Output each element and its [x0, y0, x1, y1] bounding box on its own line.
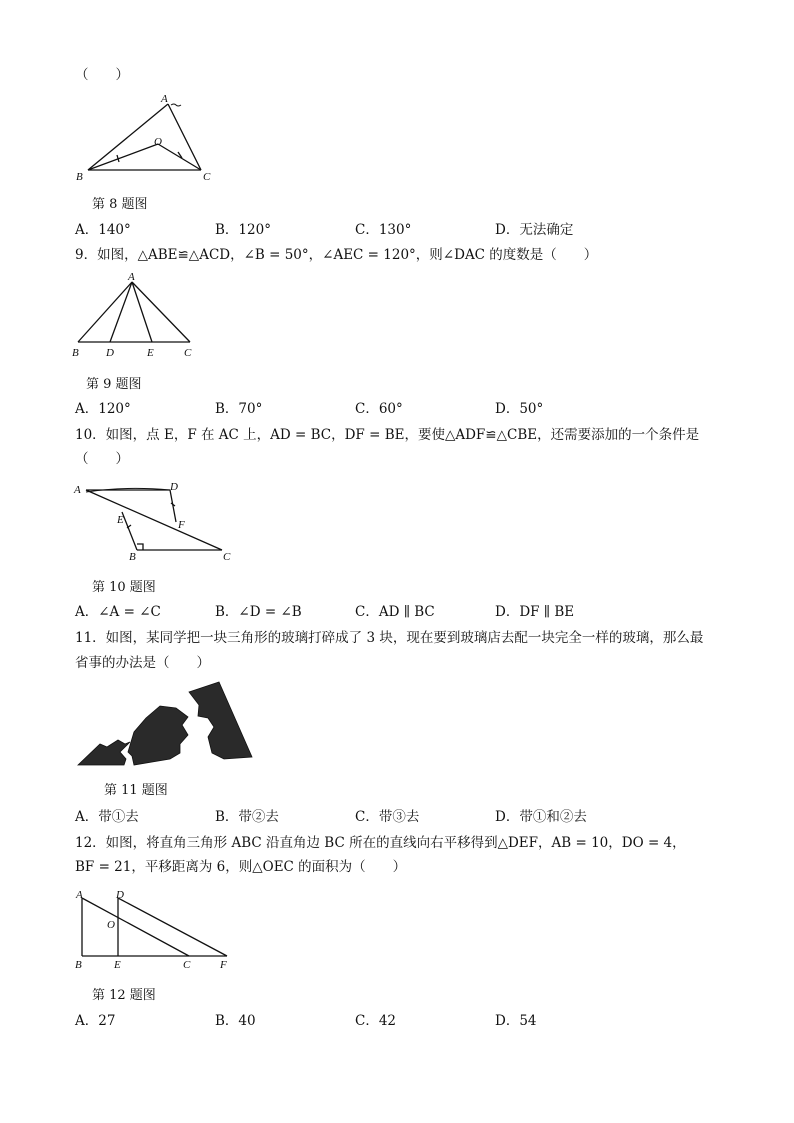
q10-label-c: C: [223, 551, 231, 563]
q9-label-a: A: [128, 271, 135, 283]
q11-text: 11．如图，某同学把一块三角形的玻璃打碎成了 3 块，现在要到玻璃店去配一块完全一样的玻璃，那么最: [75, 630, 704, 646]
q9-option-a[interactable]: A．120°: [75, 401, 131, 417]
q11-option-a[interactable]: A．带①去: [75, 809, 139, 825]
q9-label-b: B: [72, 347, 79, 359]
q10-option-d[interactable]: D．DF ∥ BE: [495, 604, 575, 620]
q11-option-d[interactable]: D．带①和②去: [495, 809, 587, 825]
q10-caption: 第 10 题图: [92, 580, 156, 595]
q10-label-d: D: [170, 481, 178, 493]
glass-piece-1: [78, 740, 130, 765]
q10-label-e: E: [117, 514, 124, 526]
question-blank: （ ）: [75, 67, 129, 83]
q10-option-b[interactable]: B．∠D = ∠B: [215, 604, 302, 620]
q12-caption: 第 12 题图: [92, 988, 156, 1003]
q10-text: 10．如图，点 E，F 在 AC 上，AD = BC，DF = BE，要使△ADF≌△CBE，还需要添加的一个条件是: [75, 427, 700, 443]
q12-option-b[interactable]: B．40: [215, 1013, 256, 1029]
q12-option-a[interactable]: A．27: [75, 1013, 116, 1029]
q12-label-f: F: [220, 959, 227, 971]
q11-option-b[interactable]: B．带②去: [215, 809, 279, 825]
q9-option-b[interactable]: B．70°: [215, 401, 263, 417]
q11-options: [75, 805, 715, 823]
q12-options: [75, 1009, 715, 1027]
q8-caption: 第 8 题图: [92, 197, 148, 212]
glass-piece-3: [189, 682, 252, 759]
q8-option-d[interactable]: D．无法确定: [495, 222, 574, 238]
q11-caption: 第 11 题图: [104, 783, 168, 798]
q12-text-cont: BF = 21，平移距离为 6，则△OEC 的面积为（ ）: [75, 859, 407, 875]
q8-label-o: O: [154, 136, 162, 148]
q8-option-b[interactable]: B．120°: [215, 222, 271, 238]
q8-label-b: B: [76, 171, 83, 183]
q10-label-b: B: [129, 551, 136, 563]
q12-text: 12．如图，将直角三角形 ABC 沿直角边 BC 所在的直线向右平移得到△DEF，AB = 10，DO = 4，: [75, 835, 686, 851]
q12-figure: [72, 888, 242, 974]
q8-label-a: A: [161, 93, 168, 105]
q12-label-o: O: [107, 919, 115, 931]
q9-label-c: C: [184, 347, 192, 359]
q9-options: [75, 397, 715, 415]
q12-label-b: B: [75, 959, 82, 971]
q10-text-cont: （ ）: [75, 451, 129, 467]
q12-label-d: D: [116, 889, 124, 901]
q11-text-cont: 省事的办法是（ ）: [75, 655, 210, 671]
q12-option-c[interactable]: C．42: [355, 1013, 397, 1029]
q8-option-a[interactable]: A．140°: [75, 222, 131, 238]
q11-figure: [76, 680, 258, 768]
q9-label-e: E: [147, 347, 154, 359]
q10-option-a[interactable]: A．∠A = ∠C: [75, 604, 161, 620]
q12-label-a: A: [76, 889, 83, 901]
q10-figure: [72, 478, 242, 564]
q9-label-d: D: [106, 347, 114, 359]
q8-option-c[interactable]: C．130°: [355, 222, 412, 238]
q8-figure: [74, 92, 224, 184]
q9-option-c[interactable]: C．60°: [355, 401, 403, 417]
q11-option-c[interactable]: C．带③去: [355, 809, 420, 825]
q10-options: [75, 600, 715, 618]
q8-label-c: C: [203, 171, 211, 183]
q9-option-d[interactable]: D．50°: [495, 401, 544, 417]
q10-label-f: F: [178, 519, 185, 531]
glass-piece-2: [128, 706, 188, 765]
q10-label-a: A: [74, 484, 81, 496]
q8-options: [75, 218, 715, 236]
q9-caption: 第 9 题图: [86, 377, 142, 392]
q9-text: 9．如图，△ABE≌△ACD，∠B = 50°，∠AEC = 120°，则∠DAC 的度数是（ ）: [75, 247, 598, 263]
q12-label-e: E: [114, 959, 121, 971]
q12-label-c: C: [183, 959, 191, 971]
q12-option-d[interactable]: D．54: [495, 1013, 537, 1029]
q9-figure: [72, 270, 202, 360]
q10-option-c[interactable]: C．AD ∥ BC: [355, 604, 435, 620]
